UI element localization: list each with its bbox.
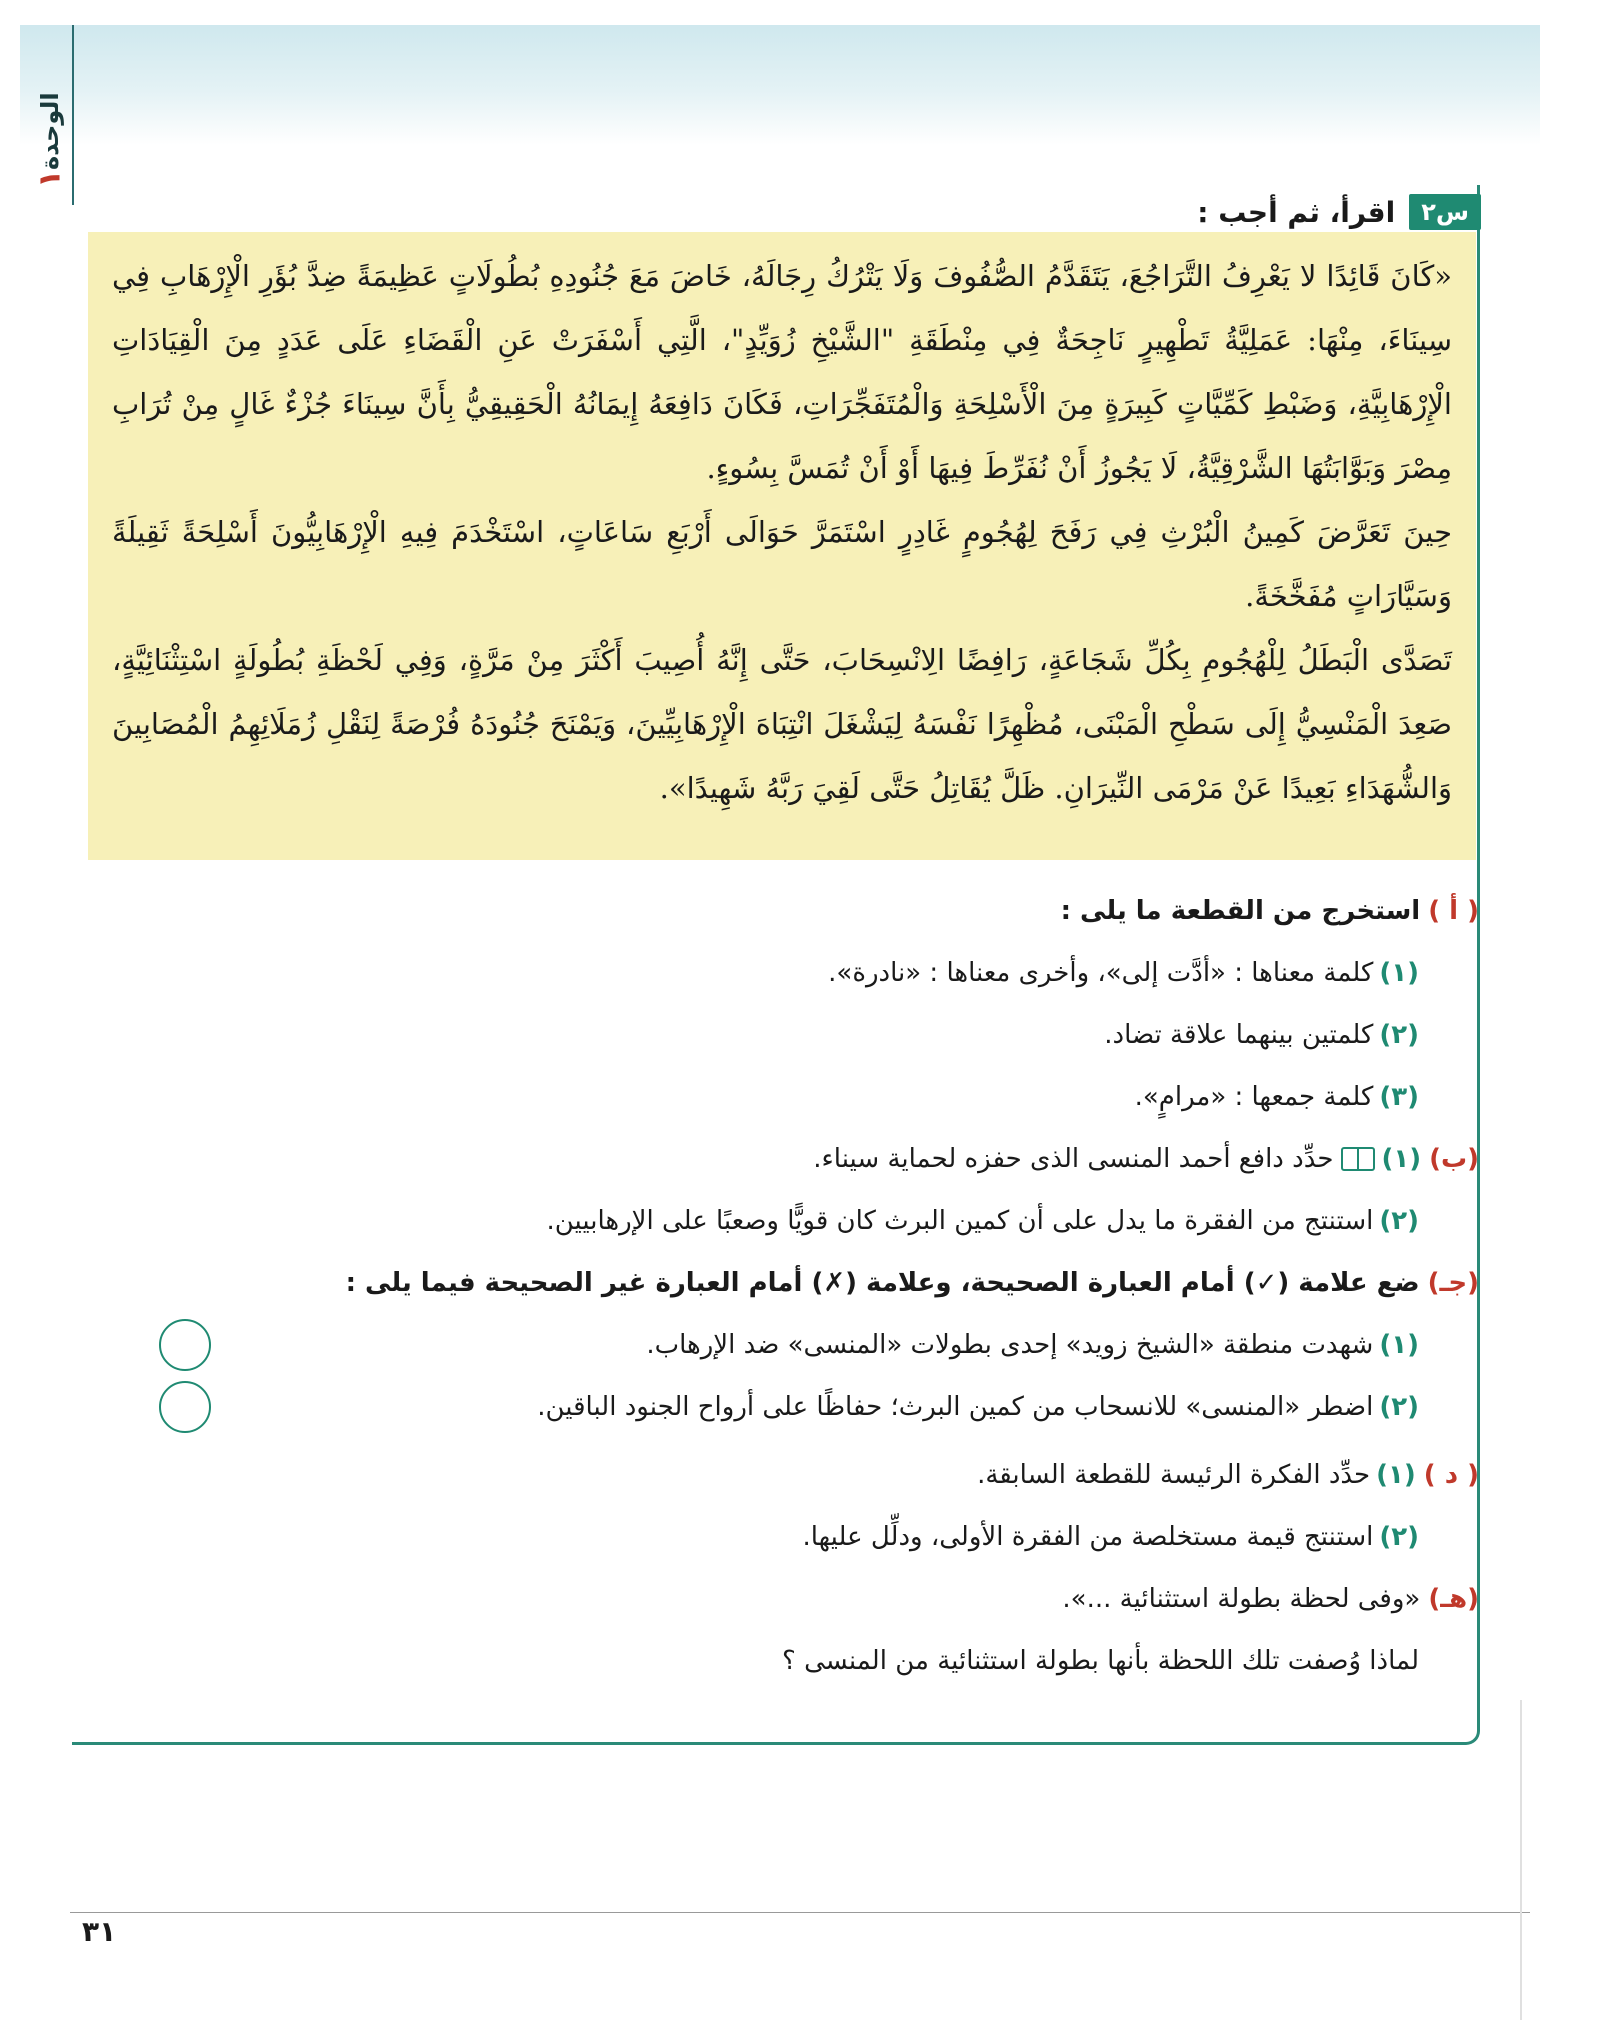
- unit-label-text: الوحدة: [36, 92, 64, 170]
- item-number: (١): [1376, 1460, 1416, 1490]
- item-text: شهدت منطقة «الشيخ زويد» إحدى بطولات «المنسى» ضد الإرهاب.: [646, 1330, 1374, 1360]
- section-d-marker: ( د ): [1423, 1460, 1479, 1490]
- section-e-question: [159, 1630, 1479, 1692]
- item-number: (٢): [1379, 1206, 1419, 1236]
- item-text: حدِّد الفكرة الرئيسة للقطعة السابقة.: [977, 1460, 1371, 1490]
- section-a-prompt: استخرج من القطعة ما يلى :: [1060, 896, 1421, 926]
- section-c-item-2: [159, 1376, 1479, 1438]
- section-a-marker: ( أ ): [1428, 896, 1479, 926]
- unit-label: [28, 85, 72, 195]
- reading-passage: [88, 232, 1476, 860]
- item-number: (٢): [1379, 1392, 1419, 1422]
- question-title: اقرأ، ثم أجب :: [1197, 195, 1396, 229]
- item-number: (١): [1379, 1330, 1419, 1360]
- item-text: استنتج من الفقرة ما يدل على أن كمين البرث كان قويًّا وصعبًا على الإرهابيين.: [546, 1206, 1374, 1236]
- section-d-item-2: [159, 1506, 1479, 1568]
- section-c-item-1: [159, 1314, 1479, 1376]
- passage-paragraph-2: حِينَ تَعَرَّضَ كَمِينُ الْبُرْثِ فِي رَفَحَ لِهُجُومٍ غَادِرٍ اسْتَمَرَّ حَوَالَى أَرْبَعِ سَاعَاتٍ، اسْتَخْدَمَ فِيهِ الْإِرْهَابِيُّونَ أَسْلِحَةً ثَقِيلَةً وَسَيَّارَاتٍ مُفَخَّخَةً.: [112, 515, 1452, 613]
- page-edge-shadow: [1520, 1700, 1522, 2020]
- section-c-header: [159, 1252, 1479, 1314]
- question-header: [1197, 190, 1481, 234]
- question-number: س٢: [1409, 194, 1481, 230]
- section-a-item-3: [159, 1066, 1479, 1128]
- item-number: (٢): [1379, 1020, 1419, 1050]
- section-d-item-1: [159, 1444, 1479, 1506]
- item-number: (٣): [1379, 1082, 1419, 1112]
- answer-circle-1[interactable]: [159, 1319, 211, 1371]
- item-number: (١): [1381, 1144, 1422, 1174]
- section-a-item-2: [159, 1004, 1479, 1066]
- questions-list: [159, 880, 1479, 1692]
- item-text: حدِّد دافع أحمد المنسى الذى حفزه لحماية سيناء.: [813, 1144, 1334, 1174]
- item-text: كلمة جمعها : «مرامٍ».: [1134, 1082, 1374, 1112]
- section-c-marker: (جـ): [1427, 1268, 1479, 1298]
- section-e-marker: (هـ): [1428, 1584, 1479, 1614]
- item-text: اضطر «المنسى» للانسحاب من كمين البرث؛ حفاظًا على أرواح الجنود الباقين.: [537, 1392, 1374, 1422]
- unit-number: ١: [32, 169, 68, 188]
- item-number: (٢): [1379, 1522, 1419, 1552]
- section-b-item-1: [159, 1128, 1479, 1190]
- passage-paragraph-3: تَصَدَّى الْبَطَلُ لِلْهُجُومِ بِكُلِّ شَجَاعَةٍ، رَافِضًا الِانْسِحَابَ، حَتَّى إِنَّهُ أُصِيبَ أَكْثَرَ مِنْ مَرَّةٍ، وَفِي لَحْظَةِ بُطُولَةٍ اسْتِثْنَائِيَّةٍ، صَعِدَ الْمَنْسِيُّ إِلَى سَطْحِ الْمَبْنَى، مُظْهِرًا نَفْسَهُ لِيَشْغَلَ انْتِبَاهَ الْإِرْهَابِيِّينَ، وَيَمْنَحَ جُنُودَهُ فُرْصَةً لِنَقْلِ زُمَلَائِهِمُ الْمُصَابِينَ وَالشُّهَدَاءِ بَعِيدًا عَنْ مَرْمَى النِّيرَانِ. ظَلَّ يُقَاتِلُ حَتَّى لَقِيَ رَبَّهُ شَهِيدًا».: [112, 643, 1452, 805]
- section-b-item-2: [159, 1190, 1479, 1252]
- header-band: [20, 25, 1540, 145]
- item-text: كلمة معناها : «أدَّت إلى»، وأخرى معناها : «نادرة».: [828, 958, 1374, 988]
- item-text: استنتج قيمة مستخلصة من الفقرة الأولى، ودلِّل عليها.: [802, 1522, 1374, 1552]
- item-text: كلمتين بينهما علاقة تضاد.: [1104, 1020, 1374, 1050]
- margin-rule: [72, 25, 74, 205]
- section-b-marker: (ب): [1429, 1144, 1479, 1174]
- section-a-item-1: [159, 942, 1479, 1004]
- section-c-prompt: ضع علامة (✓) أمام العبارة الصحيحة، وعلامة (✗) أمام العبارة غير الصحيحة فيما يلى :: [345, 1268, 1420, 1298]
- section-e-quote: [159, 1568, 1479, 1630]
- item-number: (١): [1379, 958, 1419, 988]
- passage-paragraph-1: «كَانَ قَائِدًا لا يَعْرِفُ التَّرَاجُعَ، يَتَقَدَّمُ الصُّفُوفَ وَلَا يَتْرُكُ رِجَالَهُ، خَاضَ مَعَ جُنُودِهِ بُطُولَاتٍ عَظِيمَةً ضِدَّ بُؤَرِ الْإِرْهَابِ فِي سِينَاءَ، مِنْهَا: عَمَلِيَّةُ تَطْهِيرٍ نَاجِحَةٌ فِي مِنْطَقَةِ "الشَّيْخِ زُوَيِّدٍ"، الَّتِي أَسْفَرَتْ عَنِ الْقَضَاءِ عَلَى عَدَدٍ مِنَ الْقِيَادَاتِ الْإِرْهَابِيَّةِ، وَضَبْطِ كَمِّيَّاتٍ كَبِيرَةٍ مِنَ الْأَسْلِحَةِ وَالْمُتَفَجِّرَاتِ، فَكَانَ دَافِعَهُ إِيمَانُهُ الْحَقِيقِيُّ بِأَنَّ سِينَاءَ جُزْءٌ غَالٍ مِنْ تُرَابِ مِصْرَ وَبَوَّابَتُهَا الشَّرْقِيَّةُ، لَا يَجُوزُ أَنْ نُفَرِّطَ فِيهَا أَوْ أَنْ تُمَسَّ بِسُوءٍ.: [112, 259, 1452, 485]
- footer-rule: [70, 1912, 1530, 1913]
- section-e-quote-text: «وفى لحظة بطولة استثنائية ...».: [1062, 1584, 1421, 1614]
- answer-circle-2[interactable]: [159, 1381, 211, 1433]
- page-number: ٣١: [82, 1915, 117, 1948]
- section-a-header: [159, 880, 1479, 942]
- section-e-question-text: لماذا وُصفت تلك اللحظة بأنها بطولة استثنائية من المنسى ؟: [782, 1646, 1419, 1676]
- book-icon: [1341, 1147, 1375, 1171]
